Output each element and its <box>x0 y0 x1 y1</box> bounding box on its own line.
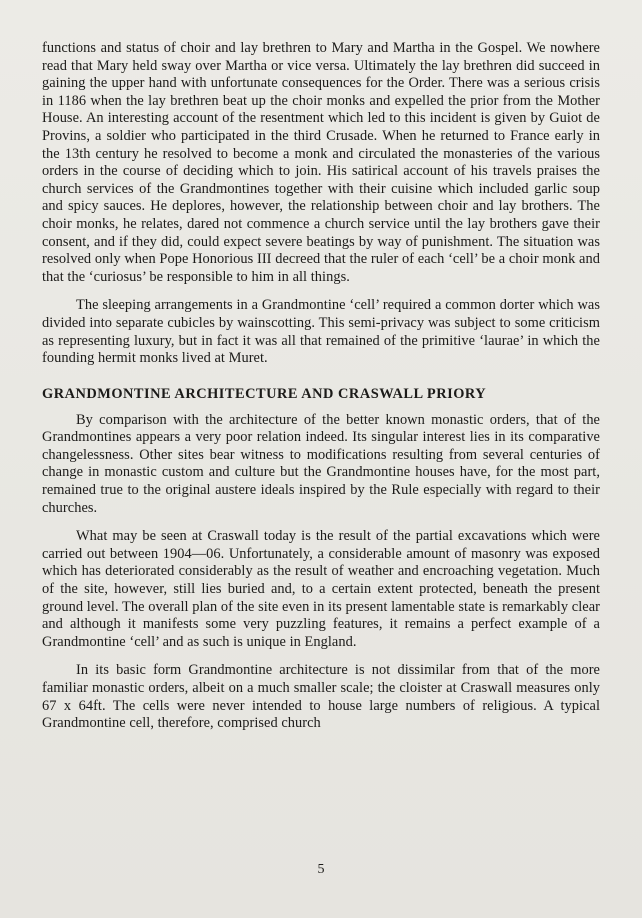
paragraph-sleeping-arrangements: The sleeping arrangements in a Grandmontine ‘cell’ required a common dorter which was divided into separate cubicles by wainscotting. This semi-privacy was subject to some criticism as representing luxury, but in fact it was all that remained of the primitive ‘laurae’ in which the founding hermit monks lived at Muret. <box>42 297 600 367</box>
page-number: 5 <box>317 862 325 877</box>
paragraph-craswall-excavations: What may be seen at Craswall today is the result of the partial excavations which were carried out between 1904—06. Unfortunately, a considerable amount of masonry was exposed which has deteriorated considerably as the result of weather and encroaching vegetation. Much of the site, however, still lies buried and, to a certain extent protected, beneath the present ground level. The overall plan of the site even in its present lamentable state is remarkably clear and although it manifests some very puzzling features, it remains a perfect example of a Grandmontine ‘cell’ and as such is unique in England. <box>42 528 600 650</box>
paragraph-architecture-comparison: By comparison with the architecture of the better known monastic orders, that of the Grandmontines appears a very poor relation indeed. Its singular interest lies in its comparative changelessness. Other sites bear witness to modifications resulting from several centuries of change in monastic custom and culture but the Grandmontine houses have, for the most part, remained true to the original austere ideals inspired by the Rule especially with regard to their churches. <box>42 411 600 516</box>
paragraph-basic-form: In its basic form Grandmontine architecture is not dissimilar from that of the more familiar monastic orders, albeit on a much smaller scale; the cloister at Craswall measures only 67 x 64ft. The cells were never intended to house large numbers of religious. A typical Grandmontine cell, therefore, comprised church <box>42 662 600 732</box>
paragraph-lay-brethren: functions and status of choir and lay brethren to Mary and Martha in the Gospel. We nowhere read that Mary held sway over Martha or vice versa. Ultimately the lay brethren did succeed in gaining the upper hand with unfortunate consequences for the Order. There was a serious crisis in 1186 when the lay brethren beat up the choir monks and expelled the prior from the Mother House. An interesting account of the resentment which led to this incident is given by Guiot de Provins, a soldier who participated in the third Crusade. When he returned to France early in the 13th century he resolved to become a monk and circulated the monasteries of the various orders in the course of deciding which to join. His satirical account of his travels praises the church services of the Grandmontines together with their cuisine which included garlic soup and spicy sauces. He deplores, however, the relationship between choir and lay brothers. The choir monks, he relates, dared not commence a church service until the lay brothers gave their consent, and if they did, could expect severe beatings by way of punishment. The situation was resolved only when Pope Honorious III decreed that the ruler of each ‘cell’ be a choir monk and that the ‘curiosus’ be responsible to him in all things. <box>42 40 600 285</box>
section-heading: GRANDMONTINE ARCHITECTURE AND CRASWALL PRIORY <box>42 385 487 402</box>
